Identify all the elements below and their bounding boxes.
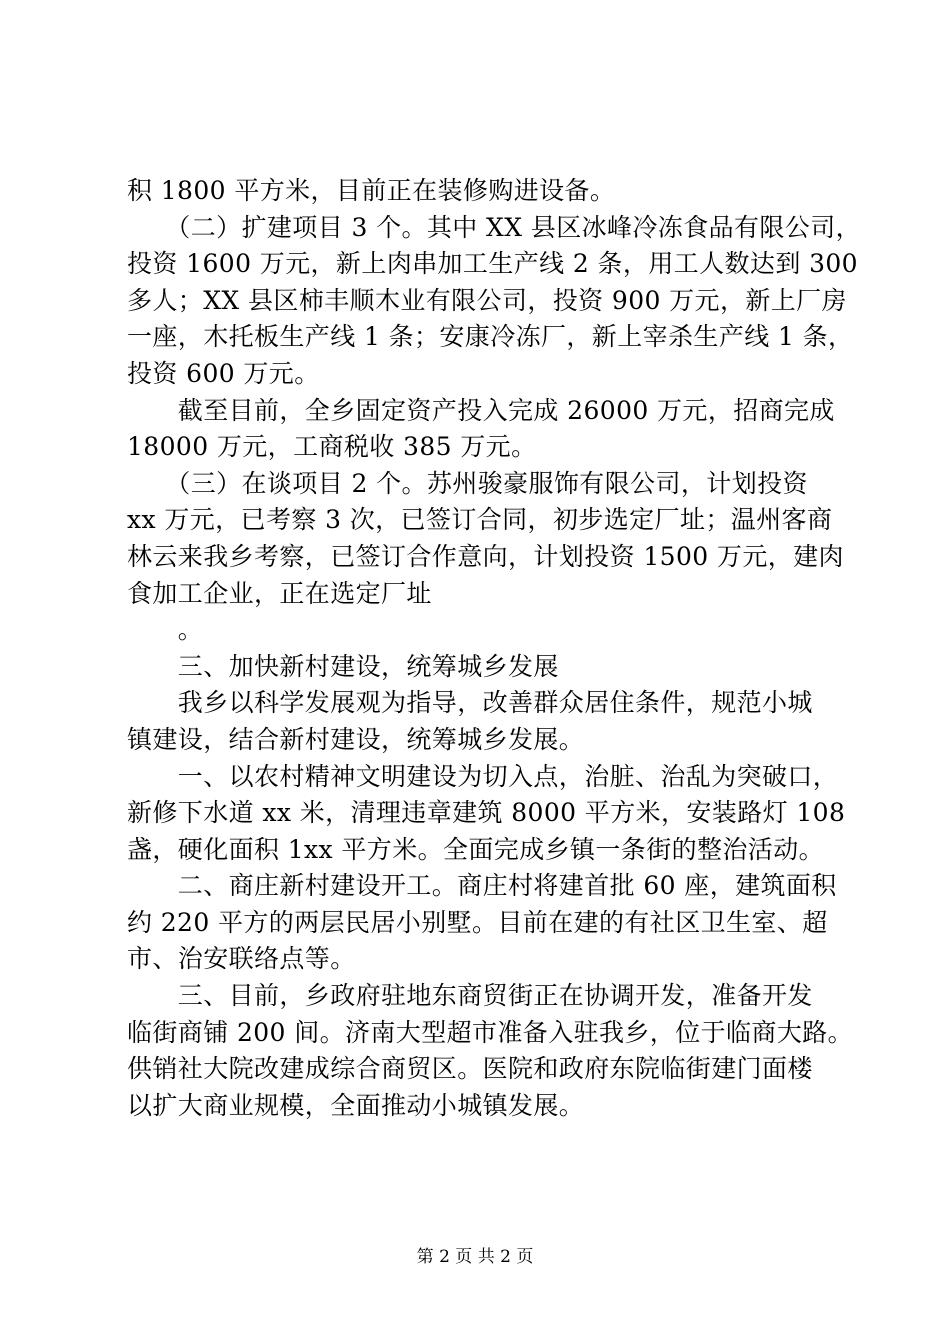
body-line: 约 220 平方的两层民居小别墅。目前在建的有社区卫生室、超 bbox=[127, 907, 828, 937]
body-line: xx 万元，已考察 3 次，已签订合同，初步选定厂址；温州客商 bbox=[127, 505, 833, 535]
body-line: 投资 1600 万元，新上肉串加工生产线 2 条，用工人数达到 300 bbox=[127, 249, 858, 279]
document-body bbox=[127, 173, 861, 1124]
body-line: 食加工企业，正在选定厂址 bbox=[127, 578, 432, 608]
body-line: 供销社大院改建成综合商贸区。医院和政府东院临街建门面楼 bbox=[127, 1054, 813, 1084]
body-line: 。 bbox=[127, 615, 204, 645]
body-line: 以扩大商业规模，全面推动小城镇发展。 bbox=[127, 1090, 585, 1120]
body-line: 新修下水道 xx 米，清理违章建筑 8000 平方米，安装路灯 108 bbox=[127, 798, 846, 828]
page-footer: 第 2 页 共 2 页 bbox=[416, 1247, 534, 1267]
body-line: 二、商庄新村建设开工。商庄村将建首批 60 座，建筑面积 bbox=[127, 871, 837, 901]
body-line: 盏，硬化面积 1xx 平方米。全面完成乡镇一条街的整治活动。 bbox=[127, 834, 824, 864]
body-line: 截至目前，全乡固定资产投入完成 26000 万元，招商完成 bbox=[127, 395, 835, 425]
body-line: 我乡以科学发展观为指导，改善群众居住条件，规范小城 bbox=[127, 688, 813, 718]
body-line: 一、以农村精神文明建设为切入点，治脏、治乱为突破口， bbox=[127, 761, 839, 791]
body-line: 多人；XX 县区柿丰顺木业有限公司，投资 900 万元，新上厂房 bbox=[127, 285, 847, 315]
body-line: 三、目前，乡政府驻地东商贸街正在协调开发，准备开发 bbox=[127, 981, 813, 1011]
body-line: （三）在谈项目 2 个。苏州骏豪服饰有限公司，计划投资 bbox=[127, 468, 808, 498]
body-line: （二）扩建项目 3 个。其中 XX 县区冰峰冷冻食品有限公司， bbox=[127, 212, 861, 242]
body-line: 18000 万元，工商税收 385 万元。 bbox=[127, 432, 537, 462]
body-line: 临街商铺 200 间。济南大型超市准备入驻我乡，位于临商大路。 bbox=[127, 1017, 854, 1047]
body-line: 投资 600 万元。 bbox=[127, 358, 320, 388]
section-heading: 三、加快新村建设，统筹城乡发展 bbox=[127, 651, 559, 681]
body-line: 林云来我乡考察，已签订合作意向，计划投资 1500 万元，建肉 bbox=[127, 541, 844, 571]
body-line: 镇建设，结合新村建设，统筹城乡发展。 bbox=[127, 724, 585, 754]
body-line: 市、治安联络点等。 bbox=[127, 944, 356, 974]
body-line: 积 1800 平方米，目前正在装修购进设备。 bbox=[127, 176, 616, 205]
body-line: 一座，木托板生产线 1 条；安康冷冻厂，新上宰杀生产线 1 条， bbox=[127, 322, 854, 352]
